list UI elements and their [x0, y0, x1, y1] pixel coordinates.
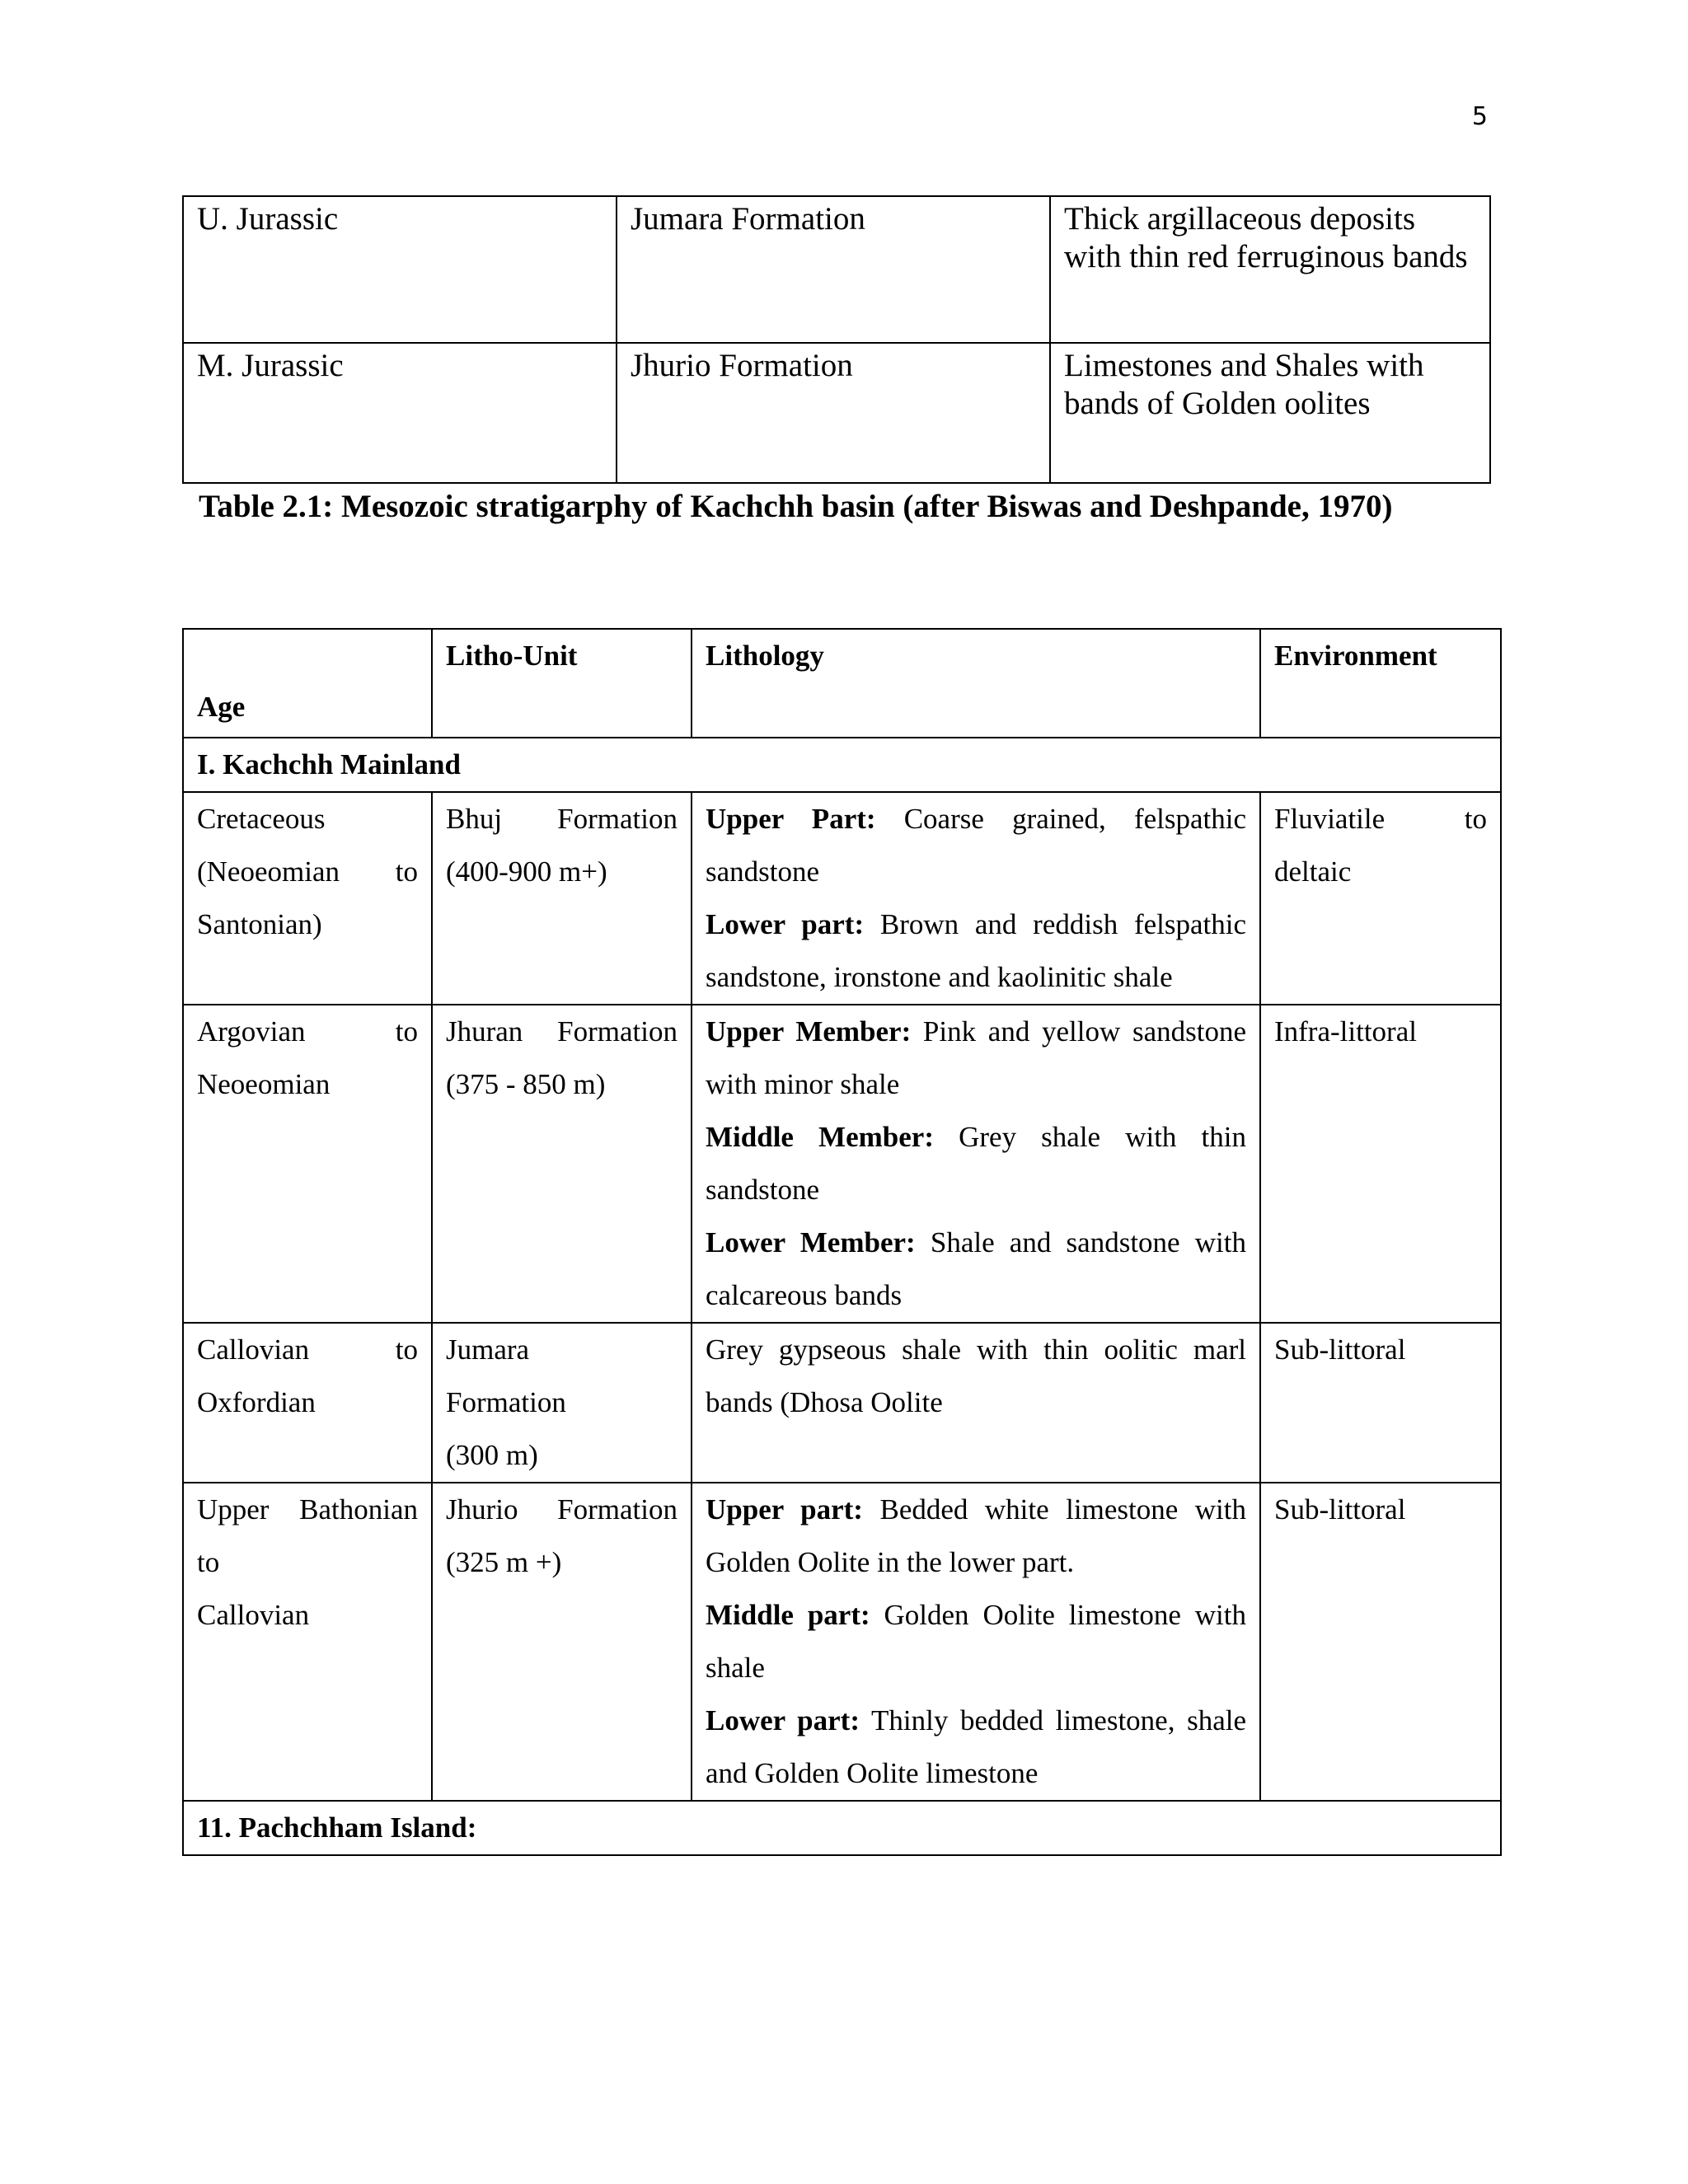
- lithology-paragraph: [706, 898, 1246, 1004]
- lithology-text: Grey gypseous shale with thin oolitic marl bands (Dhosa Oolite: [706, 1333, 1246, 1418]
- age-line: Oxfordian: [197, 1386, 316, 1418]
- table-header-row: [183, 629, 1501, 738]
- lithology-paragraph: [706, 1005, 1246, 1111]
- lithology-text: Coarse grained, felspathic sandstone: [706, 803, 1246, 888]
- age-line: Argovian to: [197, 1015, 418, 1047]
- lithology-text: Bedded white limestone with Golden Oolite in the lower part.: [706, 1493, 1246, 1578]
- lithology-paragraph: [706, 1483, 1246, 1589]
- litho-unit-cell: [432, 1483, 692, 1801]
- table-row: [183, 1005, 1501, 1323]
- lithology-text: Grey shale with thin sandstone: [706, 1121, 1246, 1206]
- lithology-paragraph: [706, 1694, 1246, 1800]
- litho-line: (300 m): [446, 1439, 538, 1471]
- section-kachchh-mainland: I. Kachchh Mainland: [183, 738, 1501, 792]
- litho-line: (400-900 m+): [446, 855, 607, 888]
- lithology-cell: [692, 1323, 1260, 1483]
- litho-line: (325 m +): [446, 1546, 562, 1578]
- lithology-label: Upper Member:: [706, 1015, 912, 1047]
- lithology-label: Upper Part:: [706, 803, 876, 835]
- environment-cell: Sub-littoral: [1260, 1323, 1501, 1483]
- lithology-paragraph: [706, 1111, 1246, 1216]
- table-caption: Table 2.1: Mesozoic stratigarphy of Kachchh basin (after Biswas and Deshpande, 1970): [199, 489, 1393, 524]
- stratigraphy-table-continued: [182, 195, 1491, 484]
- litho-unit-cell: [432, 792, 692, 1005]
- formation-cell: Jhurio Formation: [617, 343, 1050, 483]
- age-line: Cretaceous: [197, 803, 326, 835]
- lithology-label: Middle part:: [706, 1599, 870, 1631]
- lithology-paragraph: [706, 1324, 1246, 1429]
- kachchh-stratigraphy-table: [182, 628, 1502, 1856]
- table-row: [183, 196, 1490, 343]
- lithology-text: Pink and yellow sandstone with minor shale: [706, 1015, 1246, 1100]
- lithology-label: Middle Member:: [706, 1121, 934, 1153]
- lithology-paragraph: [706, 1216, 1246, 1322]
- lithology-cell: Thick argillaceous deposits with thin red ferruginous bands: [1050, 196, 1490, 343]
- table-row: [183, 792, 1501, 1005]
- lithology-label: Lower part:: [706, 1704, 860, 1736]
- litho-unit-cell: [432, 1323, 692, 1483]
- age-line: (Neoeomian to: [197, 855, 418, 888]
- lithology-text: Shale and sandstone with calcareous bands: [706, 1226, 1246, 1311]
- age-cell: [183, 1323, 432, 1483]
- age-line: to: [197, 1546, 220, 1578]
- lithology-paragraph: [706, 1589, 1246, 1694]
- age-line: Callovian to: [197, 1333, 418, 1366]
- header-lithology: Lithology: [692, 629, 1260, 738]
- environment-cell: Fluviatile to deltaic: [1260, 792, 1501, 1005]
- lithology-cell: [692, 792, 1260, 1005]
- litho-line: (375 - 850 m): [446, 1068, 606, 1100]
- age-line: Santonian): [197, 908, 322, 940]
- age-cell: [183, 792, 432, 1005]
- litho-unit-cell: [432, 1005, 692, 1323]
- age-line: Neoeomian: [197, 1068, 331, 1100]
- lithology-cell: Limestones and Shales with bands of Golden oolites: [1050, 343, 1490, 483]
- age-cell: U. Jurassic: [183, 196, 617, 343]
- lithology-text: Thinly bedded limestone, shale and Golden Oolite limestone: [706, 1704, 1247, 1789]
- page-number: 5: [1471, 102, 1488, 131]
- litho-line: Jhuran Formation: [446, 1015, 678, 1047]
- section-row: [183, 738, 1501, 792]
- lithology-label: Lower Member:: [706, 1226, 916, 1258]
- litho-line: Formation: [446, 1386, 566, 1418]
- section-row: [183, 1801, 1501, 1855]
- table-row: [183, 1323, 1501, 1483]
- age-line: Upper Bathonian: [197, 1493, 418, 1526]
- environment-cell: Infra-littoral: [1260, 1005, 1501, 1323]
- age-cell: M. Jurassic: [183, 343, 617, 483]
- lithology-cell: [692, 1005, 1260, 1323]
- table-row: [183, 343, 1490, 483]
- litho-line: Jhurio Formation: [446, 1493, 678, 1526]
- lithology-label: Upper part:: [706, 1493, 863, 1526]
- age-cell: [183, 1005, 432, 1323]
- environment-cell: Sub-littoral: [1260, 1483, 1501, 1801]
- table-row: [183, 1483, 1501, 1801]
- age-line: Callovian: [197, 1599, 310, 1631]
- litho-line: Jumara: [446, 1333, 530, 1366]
- lithology-cell: [692, 1483, 1260, 1801]
- section-pachchham-island: 11. Pachchham Island:: [183, 1801, 1501, 1855]
- header-environment: Environment: [1260, 629, 1501, 738]
- litho-line: Bhuj Formation: [446, 803, 678, 835]
- formation-cell: Jumara Formation: [617, 196, 1050, 343]
- lithology-text: Brown and reddish felspathic sandstone, ironstone and kaolinitic shale: [706, 908, 1246, 993]
- lithology-text: Golden Oolite limestone with shale: [706, 1599, 1246, 1684]
- header-age: Age: [183, 629, 432, 738]
- lithology-label: Lower part:: [706, 908, 865, 940]
- age-cell: [183, 1483, 432, 1801]
- header-litho-unit: Litho-Unit: [432, 629, 692, 738]
- lithology-paragraph: [706, 793, 1246, 898]
